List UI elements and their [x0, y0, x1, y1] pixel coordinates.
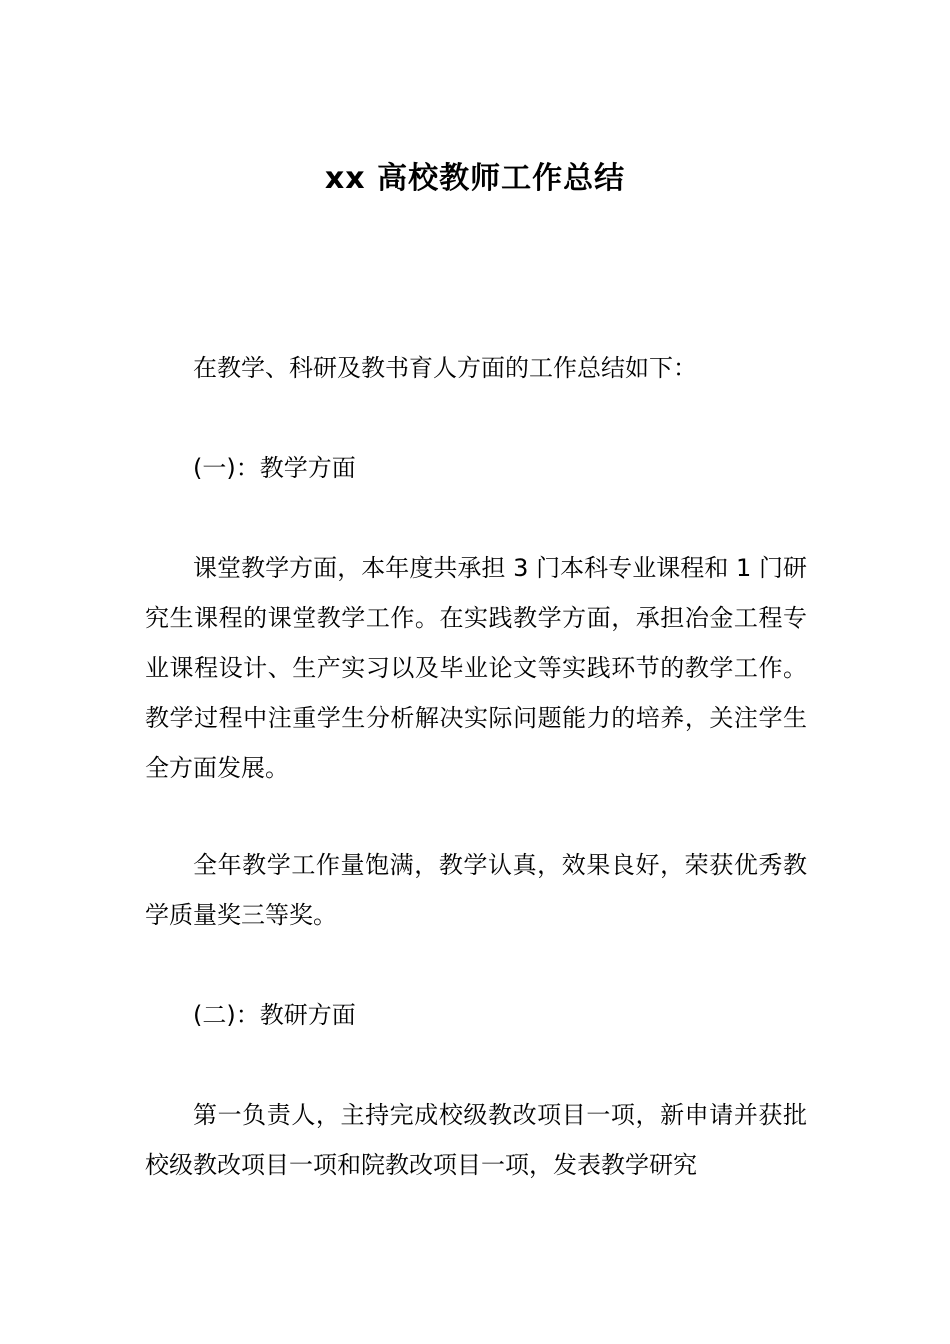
- research-paragraph-1: 第一负责人，主持完成校级教改项目一项，新申请并获批校级教改项目一项和院教改项目一项，发表教学研究: [145, 1101, 807, 1179]
- section-heading-research: (二)：教研方面: [193, 1001, 356, 1029]
- intro-paragraph: 在教学、科研及教书育人方面的工作总结如下：: [193, 354, 697, 382]
- document-title: xx 高校教师工作总结: [324, 161, 626, 196]
- section-heading-teaching: (一)：教学方面: [193, 454, 356, 482]
- teaching-paragraph-2: 全年教学工作量饱满，教学认真，效果良好，荣获优秀教学质量奖三等奖。: [145, 851, 807, 929]
- teaching-paragraph-1: 课堂教学方面，本年度共承担 3 门本科专业课程和 1 门研究生课程的课堂教学工作。在实践教学方面，承担冶金工程专业课程设计、生产实习以及毕业论文等实践环节的教学工作。教学过程中注重学生分析解决实际问题能力的培养，关注学生全方面发展。: [145, 554, 807, 782]
